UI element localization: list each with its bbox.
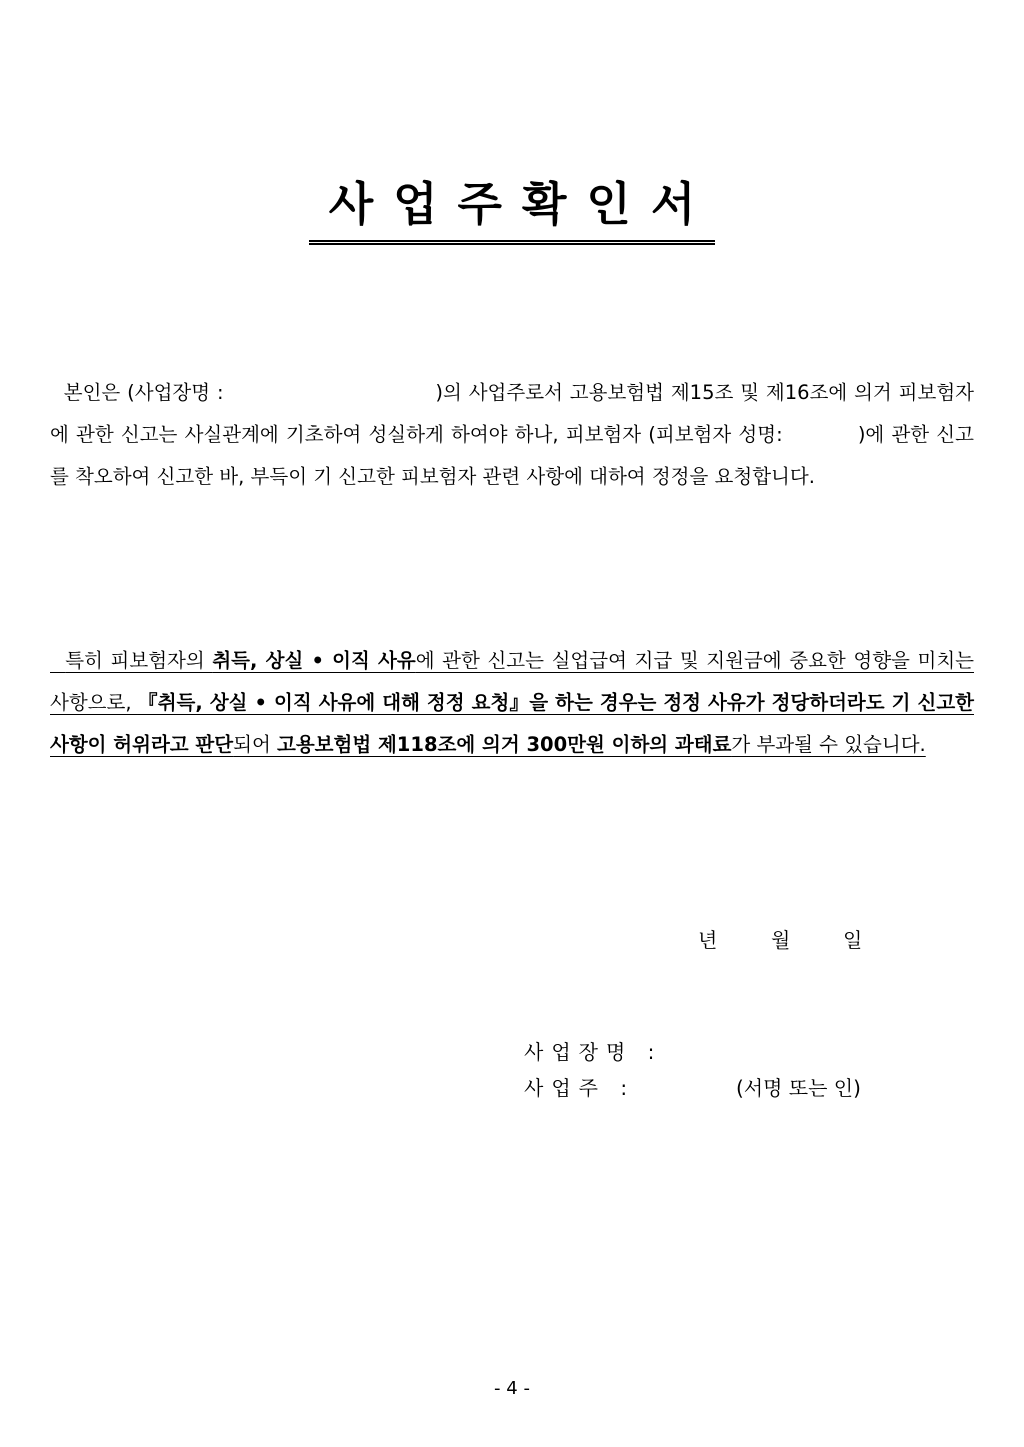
warning-text-5: 되어	[233, 733, 277, 756]
declaration-text-b: )의 사업주로서 고용보험법 제15조 및 제16조에 의거 피보험자에 관한 신고는 사실관계에 기초하여 성실하게 하여야 하나, 피보험자 (피보험자 성명:	[50, 381, 974, 446]
paragraph-indent	[50, 381, 64, 404]
document-title-wrap	[0, 168, 1024, 245]
page-number: - 4 -	[494, 1378, 530, 1399]
warning-text-3: 에 관한 신고는 실업급여 지급 및 지원금에 중요한 영향을 미치는 사항으로,	[50, 649, 974, 714]
signature-note: (서명 또는 인)	[736, 1076, 861, 1100]
warning-text-7: 가 부과될 수 있습니다.	[731, 733, 926, 756]
warning-text-1: 특히 피보험자의	[65, 649, 213, 672]
date-year-label: 년	[698, 928, 718, 952]
warning-text-6: 고용보험법 제118조에 의거 300만원 이하의 과태료	[277, 733, 732, 756]
warning-text-4: 『취득, 상실 • 이직 사유에 대해 정정 요청』을 하는 경우는 정정 사유가 정당하더라도 기 신고한 사항이 허위라고 판단	[50, 691, 974, 756]
paragraph-indent	[50, 649, 65, 672]
declaration-text-a: 본인은 (사업장명 :	[63, 381, 231, 404]
date-month-label: 월	[771, 928, 791, 952]
declaration-paragraph	[50, 372, 974, 498]
owner-label: 사업주 :	[524, 1076, 636, 1100]
declaration-text-c: )에 관한 신고를 착오하여 신고한 바, 부득이 기 신고한 피보험자 관련 사항에 대하여 정정을 요청합니다.	[50, 423, 974, 488]
warning-paragraph	[50, 640, 974, 766]
warning-text-2: 취득, 상실 • 이직 사유	[212, 649, 416, 672]
document-title: 사업주확인서	[309, 168, 716, 245]
date-day-label: 일	[843, 928, 863, 952]
business-name-label: 사업장명 :	[524, 1040, 663, 1064]
